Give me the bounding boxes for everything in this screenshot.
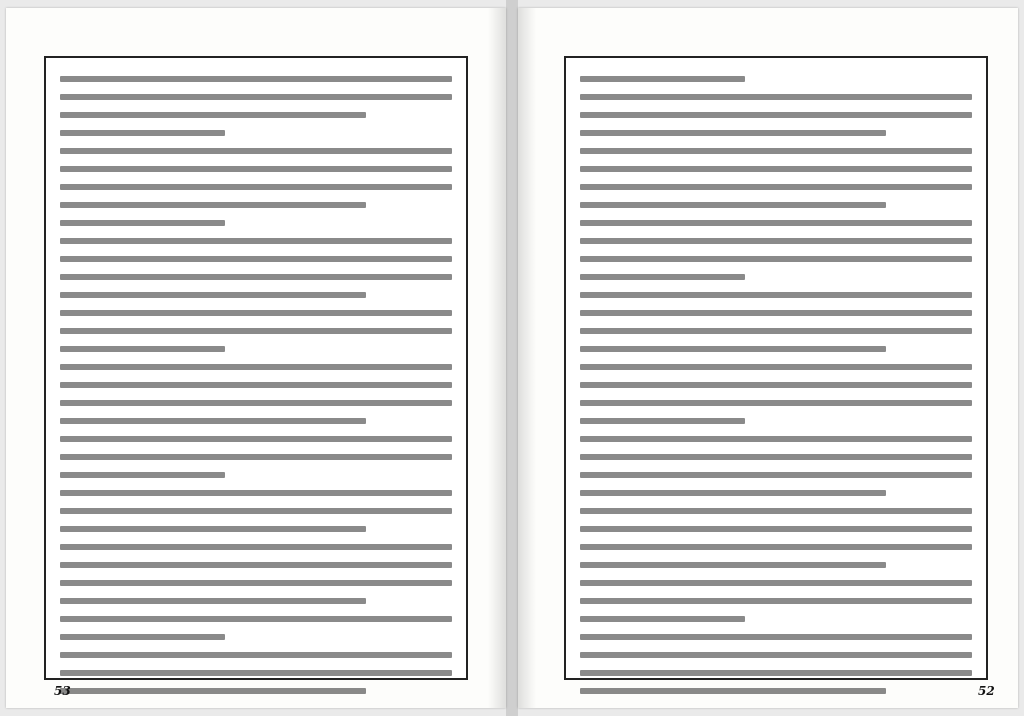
right-page: [518, 8, 1018, 708]
text-line: [60, 454, 452, 460]
text-line: [580, 526, 972, 532]
text-line: [60, 274, 452, 280]
text-line: [580, 274, 745, 280]
text-line: [60, 418, 366, 424]
text-line: [60, 670, 452, 676]
text-line: [580, 562, 886, 568]
text-line: [60, 400, 452, 406]
text-line: [580, 400, 972, 406]
text-line: [60, 238, 452, 244]
text-line: [60, 148, 452, 154]
text-line: [580, 256, 972, 262]
text-line: [580, 508, 972, 514]
right-text-lines: [580, 76, 972, 660]
text-line: [580, 382, 972, 388]
text-line: [60, 616, 452, 622]
text-line: [580, 472, 972, 478]
text-line: [580, 184, 972, 190]
text-line: [580, 310, 972, 316]
text-line: [60, 598, 366, 604]
text-line: [580, 220, 972, 226]
text-line: [60, 166, 452, 172]
text-line: [580, 76, 745, 82]
text-line: [60, 202, 366, 208]
text-line: [580, 112, 972, 118]
text-line: [60, 256, 452, 262]
page-shadow: [488, 8, 506, 708]
text-line: [60, 220, 225, 226]
text-line: [580, 616, 745, 622]
left-page: [6, 8, 506, 708]
book-gutter: [506, 0, 518, 716]
text-line: [580, 652, 972, 658]
left-text-frame: [44, 56, 468, 680]
text-line: [580, 418, 745, 424]
text-line: [580, 166, 972, 172]
text-line: [580, 328, 972, 334]
text-line: [580, 346, 886, 352]
text-line: [60, 508, 452, 514]
text-line: [60, 652, 452, 658]
text-line: [60, 346, 225, 352]
text-line: [60, 490, 452, 496]
text-line: [580, 634, 972, 640]
text-line: [60, 310, 452, 316]
right-text-frame: [564, 56, 988, 680]
text-line: [580, 148, 972, 154]
text-line: [580, 670, 972, 676]
text-line: [60, 634, 225, 640]
text-line: [60, 526, 366, 532]
text-line: [580, 364, 972, 370]
text-line: [580, 598, 972, 604]
text-line: [580, 580, 972, 586]
text-line: [60, 184, 452, 190]
text-line: [60, 382, 452, 388]
text-line: [580, 454, 972, 460]
text-line: [580, 490, 886, 496]
text-line: [60, 364, 452, 370]
text-line: [580, 688, 886, 694]
text-line: [60, 292, 366, 298]
text-line: [60, 112, 366, 118]
text-line: [60, 328, 452, 334]
left-text-lines: [60, 76, 452, 660]
text-line: [60, 562, 452, 568]
text-line: [580, 436, 972, 442]
text-line: [60, 130, 225, 136]
page-number: 53: [54, 684, 71, 698]
page-shadow: [518, 8, 536, 708]
text-line: [580, 130, 886, 136]
text-line: [60, 472, 225, 478]
text-line: [60, 94, 452, 100]
text-line: [60, 76, 452, 82]
text-line: [60, 544, 452, 550]
text-line: [60, 580, 452, 586]
text-line: [60, 688, 366, 694]
text-line: [60, 436, 452, 442]
text-line: [580, 544, 972, 550]
text-line: [580, 238, 972, 244]
page-number: 52: [978, 684, 995, 698]
text-line: [580, 292, 972, 298]
text-line: [580, 94, 972, 100]
text-line: [580, 202, 886, 208]
